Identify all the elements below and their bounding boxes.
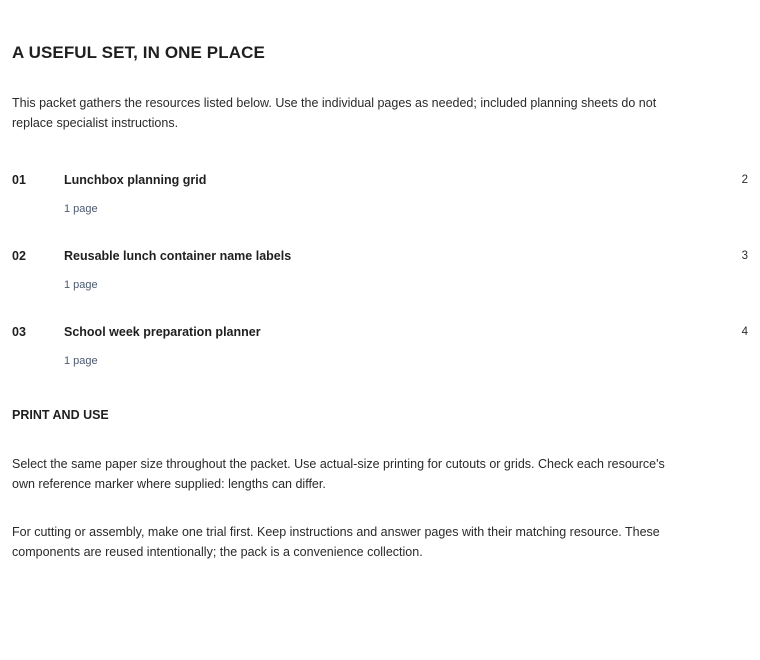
- print-section-heading: PRINT AND USE: [12, 408, 109, 422]
- page-title: A USEFUL SET, IN ONE PLACE: [12, 43, 265, 62]
- item-title: Lunchbox planning grid: [64, 173, 207, 187]
- item-page-count: 1 page: [64, 279, 98, 291]
- item-page-count: 1 page: [64, 355, 98, 367]
- item-number: 02: [12, 249, 26, 263]
- contents-item: [12, 170, 748, 246]
- print-paragraph: Select the same paper size throughout the packet. Use actual-size printing for cutouts or grids. Check each resource's own reference marker where supplied: lengths can differ.: [12, 457, 665, 491]
- contents-item: [12, 322, 748, 398]
- item-title: Reusable lunch container name labels: [64, 249, 292, 263]
- item-page-count: 1 page: [64, 203, 98, 215]
- item-title: School week preparation planner: [64, 325, 261, 339]
- item-page-number: 2: [741, 174, 748, 186]
- item-page-number: 4: [741, 326, 748, 338]
- item-number: 01: [12, 173, 26, 187]
- contents-item: [12, 246, 748, 322]
- item-page-number: 3: [741, 250, 748, 262]
- intro-paragraph: This packet gathers the resources listed below. Use the individual pages as needed; included planning sheets do not replace specialist instructions.: [12, 96, 657, 130]
- contents-list: [12, 170, 748, 398]
- print-paragraph: For cutting or assembly, make one trial first. Keep instructions and answer pages with their matching resource. These components are reused intentionally; the pack is a convenience collection.: [12, 525, 660, 559]
- item-number: 03: [12, 325, 26, 339]
